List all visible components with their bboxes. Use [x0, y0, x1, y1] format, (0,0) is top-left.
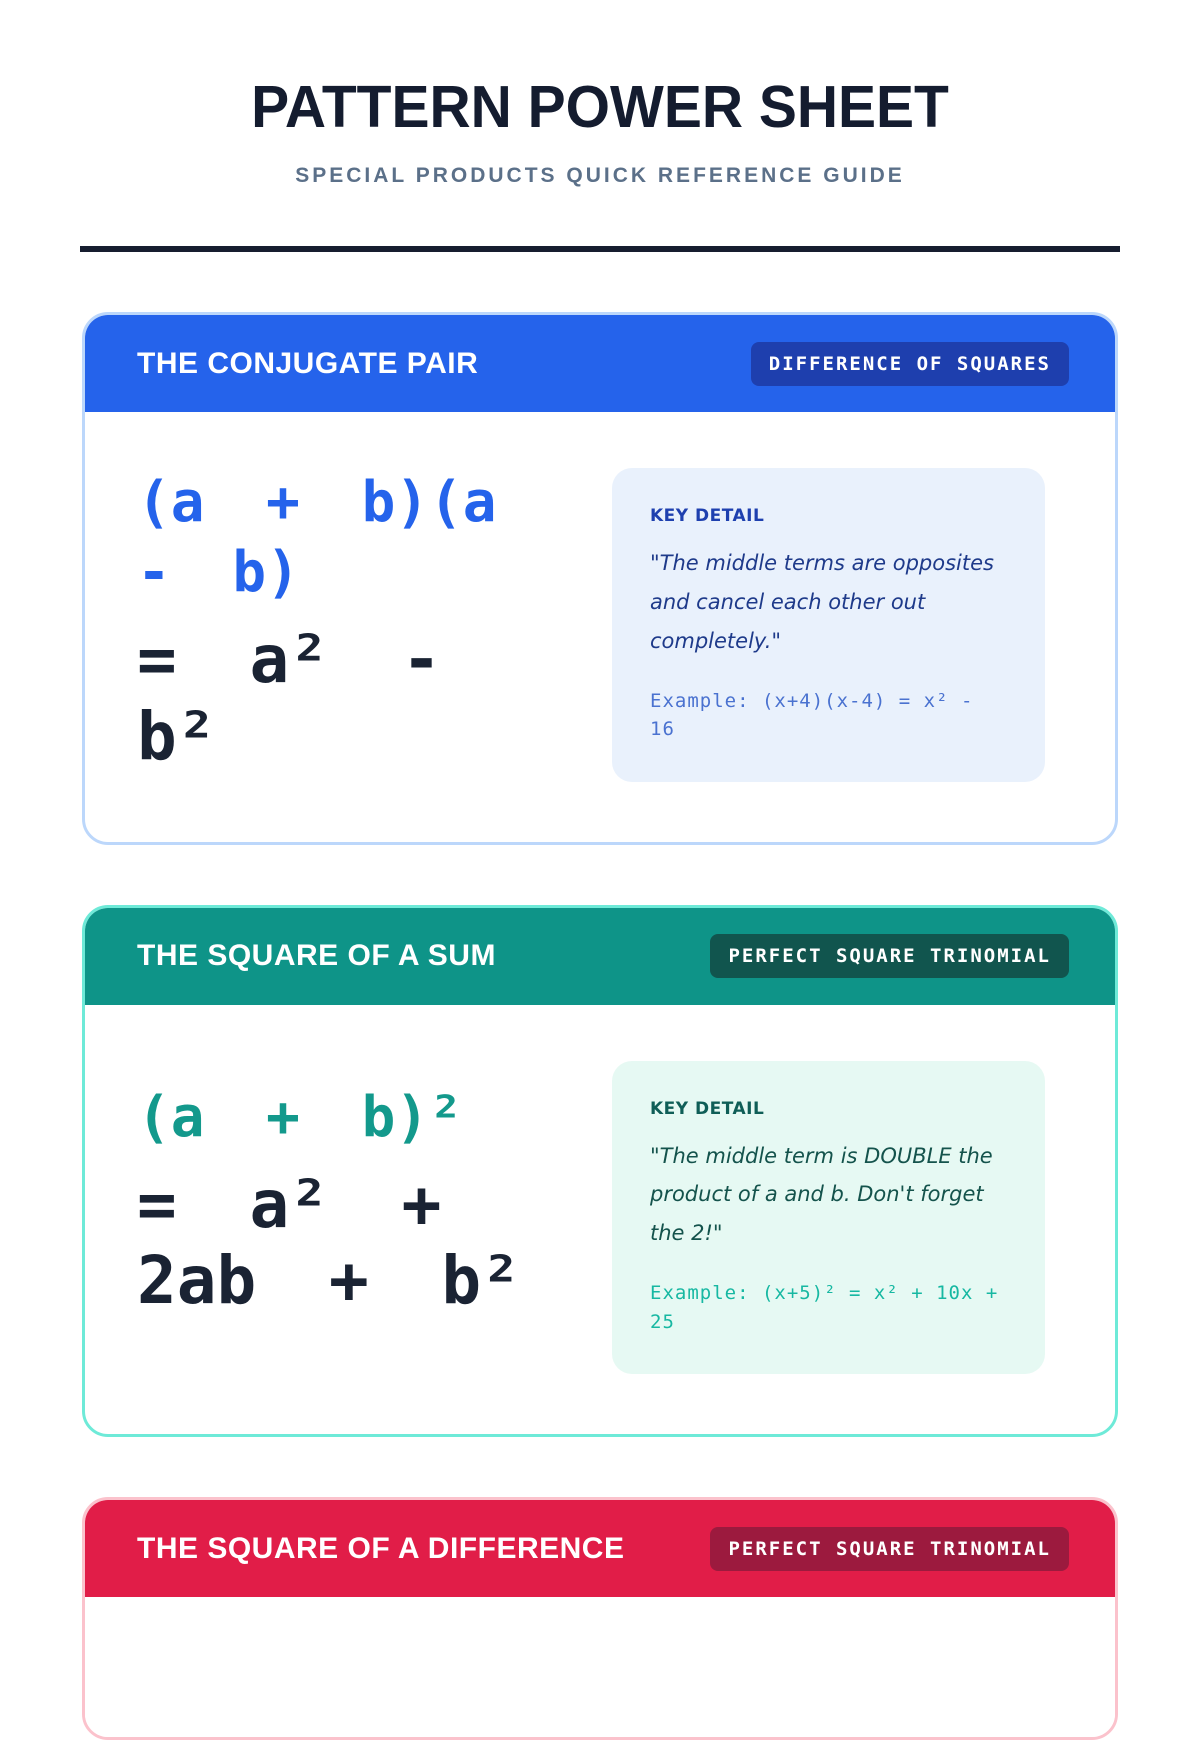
pattern-type-badge: PERFECT SQUARE TRINOMIAL	[710, 934, 1069, 978]
divider	[80, 246, 1120, 252]
card-title: THE SQUARE OF A SUM	[137, 939, 496, 973]
formula-lhs: (a + b)(a - b)	[137, 470, 497, 605]
formula-block	[137, 1083, 567, 1375]
key-detail-quote: "The middle term is DOUBLE the product of a and b. Don't forget the 2!"	[650, 1143, 993, 1246]
card-body	[85, 1597, 1115, 1737]
key-detail-example: Example: (x+5)² = x² + 10x + 25	[650, 1282, 999, 1333]
page-title: PATTERN POWER SHEET	[251, 73, 949, 141]
formula-lhs: (a + b)²	[137, 1084, 463, 1150]
card-title: THE SQUARE OF A DIFFERENCE	[137, 1531, 625, 1565]
card-title: THE CONJUGATE PAIR	[137, 346, 479, 380]
formula-rhs: = a² + 2ab + b²	[137, 1165, 521, 1320]
key-detail-example: Example: (x+4)(x-4) = x² - 16	[650, 689, 974, 741]
card-header	[85, 908, 1115, 1005]
card-header	[85, 315, 1115, 412]
formula-block	[137, 468, 567, 782]
key-detail-box	[612, 1061, 1045, 1375]
key-detail-quote: "The middle terms are opposites and cancel each other out completely."	[650, 551, 994, 653]
key-detail-label: KEY DETAIL	[650, 506, 765, 526]
card-header	[85, 1500, 1115, 1597]
pattern-type-badge: PERFECT SQUARE TRINOMIAL	[710, 1527, 1069, 1571]
key-detail-box	[612, 468, 1045, 782]
card-square-of-sum	[82, 905, 1118, 1438]
key-detail-label: KEY DETAIL	[650, 1098, 765, 1119]
card-body	[85, 1005, 1115, 1435]
page-subtitle: SPECIAL PRODUCTS QUICK REFERENCE GUIDE	[295, 164, 905, 187]
card-body	[85, 412, 1115, 842]
pattern-type-badge: DIFFERENCE OF SQUARES	[751, 342, 1069, 386]
card-square-of-difference	[82, 1497, 1118, 1740]
page-header	[0, 0, 1200, 188]
formula-rhs: = a² - b²	[137, 621, 442, 775]
card-conjugate-pair	[82, 312, 1118, 845]
